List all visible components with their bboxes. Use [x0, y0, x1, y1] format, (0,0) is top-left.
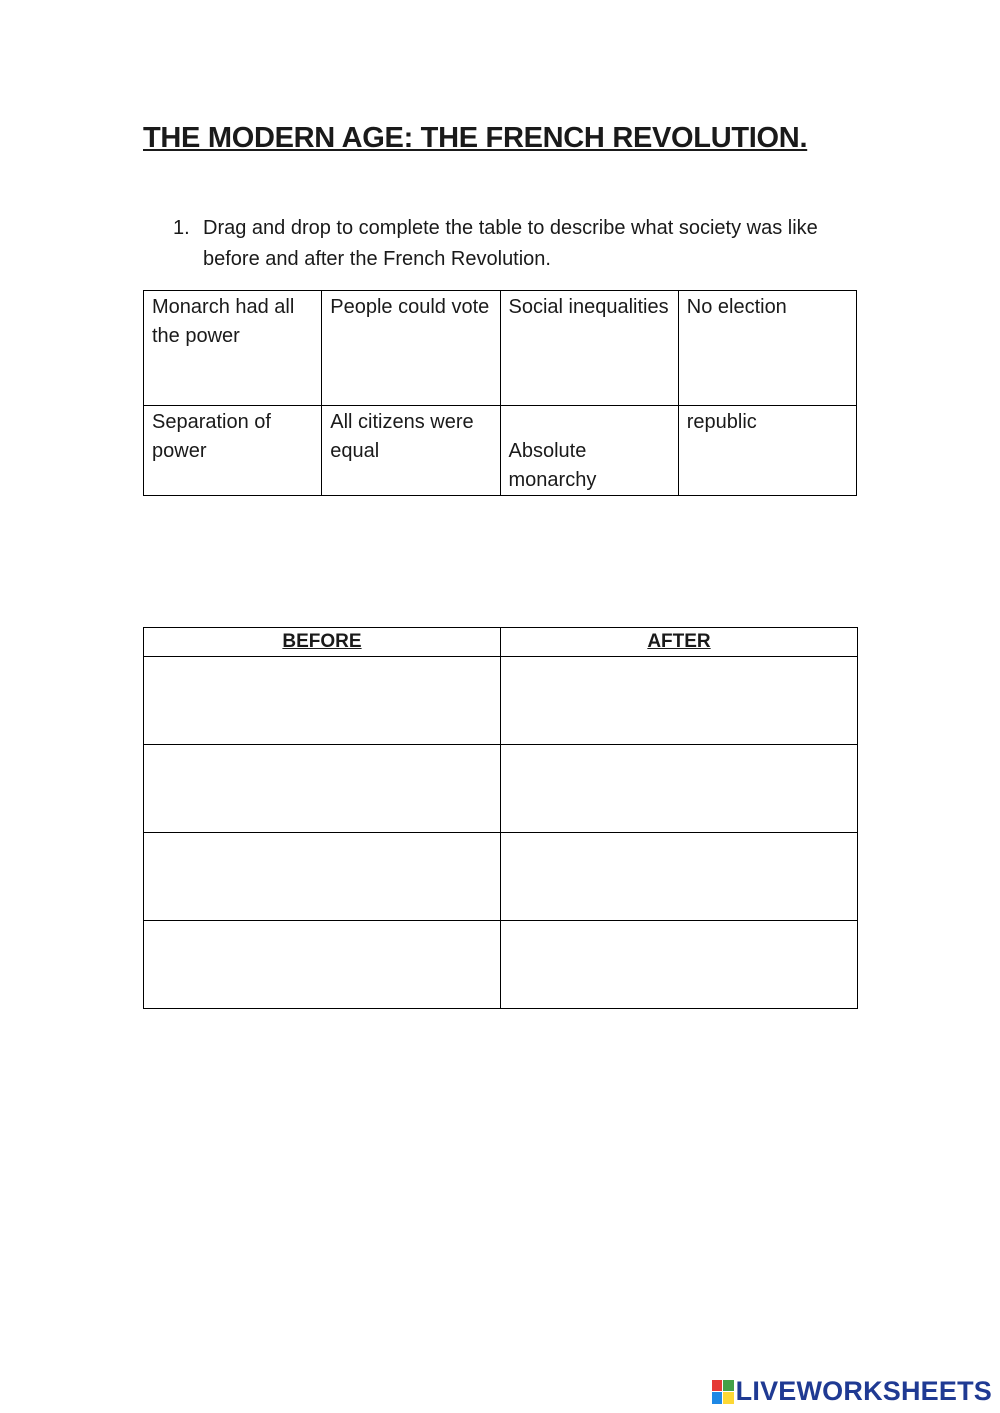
draggable-word-card[interactable]: Absolute monarchy — [500, 406, 678, 496]
table-row — [144, 657, 858, 745]
page-title: THE MODERN AGE: THE FRENCH REVOLUTION. — [143, 122, 808, 154]
table-row — [144, 745, 858, 833]
draggable-word-card[interactable]: No election — [678, 291, 856, 406]
header-row — [144, 628, 858, 657]
instruction — [173, 213, 863, 275]
draggable-word-card[interactable]: Separation of power — [144, 406, 322, 496]
instruction-number: 1. — [173, 217, 190, 239]
after-drop-zone[interactable] — [501, 657, 858, 745]
after-drop-zone[interactable] — [501, 921, 858, 1009]
word-bank-row — [144, 291, 857, 406]
draggable-word-card[interactable]: All citizens were equal — [322, 406, 500, 496]
before-drop-zone[interactable] — [144, 921, 501, 1009]
logo-square — [712, 1380, 723, 1392]
logo-square — [723, 1392, 734, 1404]
draggable-word-card[interactable]: Monarch had all the power — [144, 291, 322, 406]
draggable-word-card[interactable]: Social inequalities — [500, 291, 678, 406]
logo-square — [723, 1380, 734, 1392]
after-drop-zone[interactable] — [501, 833, 858, 921]
draggable-word-card[interactable]: republic — [678, 406, 856, 496]
instruction-text: Drag and drop to complete the table to describe what society was like before and after the French Revolution. — [203, 217, 818, 270]
liveworksheets-logo-icon — [712, 1380, 734, 1404]
word-bank-row — [144, 406, 857, 496]
liveworksheets-brand — [712, 1376, 992, 1407]
after-header: AFTER — [501, 628, 858, 657]
brand-name: LIVEWORKSHEETS — [735, 1376, 992, 1406]
before-drop-zone[interactable] — [144, 745, 501, 833]
table-row — [144, 921, 858, 1009]
before-drop-zone[interactable] — [144, 833, 501, 921]
table-row — [144, 833, 858, 921]
before-drop-zone[interactable] — [144, 657, 501, 745]
word-bank-table — [143, 290, 857, 496]
before-header: BEFORE — [144, 628, 501, 657]
logo-square — [712, 1392, 723, 1404]
before-after-table — [143, 627, 858, 1009]
after-drop-zone[interactable] — [501, 745, 858, 833]
draggable-word-card[interactable]: People could vote — [322, 291, 500, 406]
